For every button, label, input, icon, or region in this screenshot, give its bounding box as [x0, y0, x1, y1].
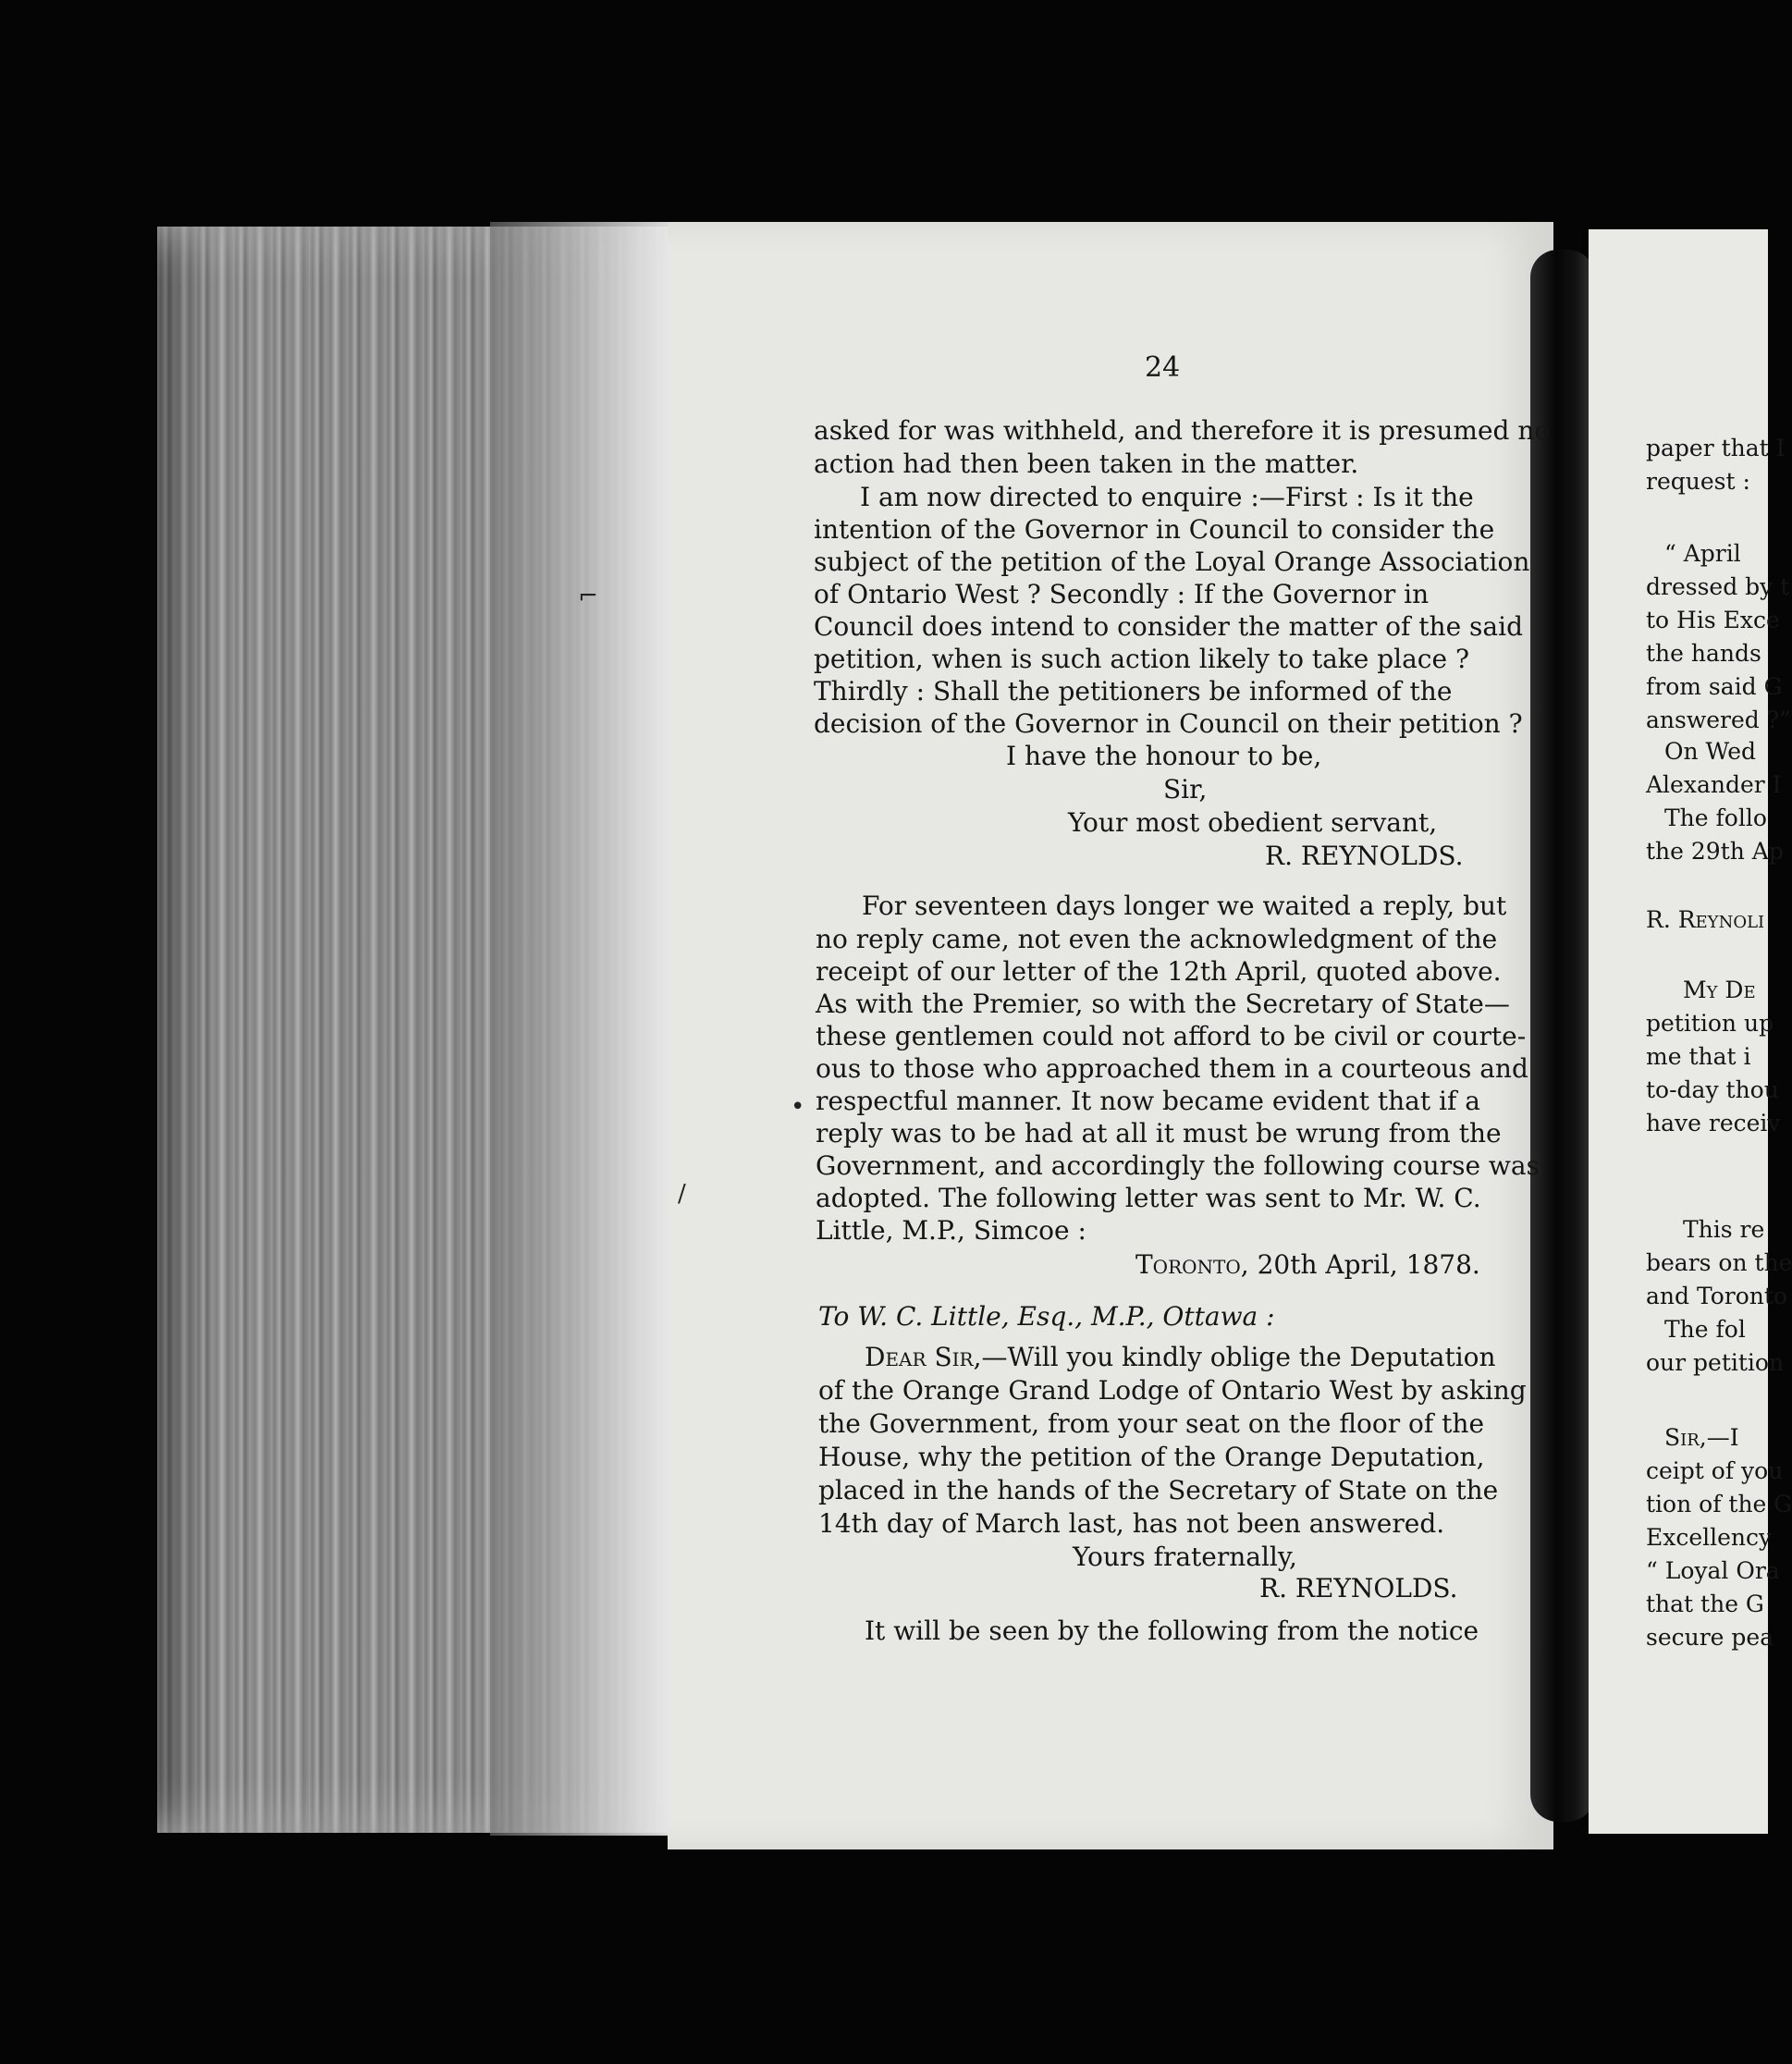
text-line: —Will you kindly oblige the Deputation: [981, 1342, 1496, 1372]
right-text-line: have receiv: [1646, 1110, 1781, 1136]
right-text-line: The fol: [1664, 1316, 1746, 1343]
right-text-line: The follo: [1664, 805, 1767, 831]
text-line: As with the Premier, so with the Secretary of State—: [816, 989, 1510, 1019]
right-text-line: bears on the: [1646, 1249, 1792, 1276]
right-text-line: R. Reynoli: [1646, 906, 1765, 933]
text-line: House, why the petition of the Orange Deputation,: [818, 1442, 1485, 1472]
text-line: receipt of our letter of the 12th April, quoted above.: [816, 956, 1502, 987]
text-line: of Ontario West ? Secondly : If the Governor in: [814, 579, 1430, 609]
right-text-line: tion of the G: [1646, 1491, 1792, 1517]
right-text-line: Excellency: [1646, 1524, 1773, 1551]
right-text-line: request :: [1646, 468, 1750, 495]
right-text-line: me that i: [1646, 1043, 1751, 1070]
margin-mark: /: [678, 1180, 686, 1208]
margin-dot: •: [791, 1093, 805, 1121]
text-line: adopted. The following letter was sent to Mr. W. C.: [816, 1183, 1481, 1213]
right-text-line: answered ?”: [1646, 706, 1791, 733]
text-line: Government, and accordingly the following course was: [816, 1150, 1540, 1181]
closing-honour: I have the honour to be,: [1006, 741, 1322, 771]
salutation: Dear Sir,: [865, 1342, 982, 1372]
right-text-line: ceipt of you: [1646, 1457, 1784, 1484]
page-number: 24: [1145, 351, 1181, 384]
text-line: respectful manner. It now became evident that if a: [816, 1086, 1480, 1116]
text-line: It will be seen by the following from the notice: [865, 1616, 1479, 1646]
right-text-line: petition up: [1646, 1010, 1774, 1037]
text-line: Thirdly : Shall the petitioners be informed of the: [814, 676, 1453, 706]
margin-mark: ⌐: [578, 583, 598, 610]
text-line: reply was to be had at all it must be wrung from the: [816, 1118, 1502, 1149]
text-line: placed in the hands of the Secretary of State on the: [818, 1475, 1499, 1505]
right-text-line: the hands: [1646, 640, 1761, 667]
book-gutter: [1530, 250, 1595, 1822]
text-line: For seventeen days longer we waited a reply, but: [862, 891, 1507, 921]
letter-opening: [865, 1341, 1496, 1374]
right-text-line: and Toronto: [1646, 1283, 1787, 1309]
text-line: the Government, from your seat on the floor of the: [818, 1408, 1485, 1439]
dateline-place: Toronto,: [1135, 1249, 1249, 1280]
right-text-line: the 29th Ap: [1646, 838, 1784, 865]
right-text-line: dressed by t: [1646, 573, 1790, 600]
dateline-date: 20th April, 1878.: [1257, 1249, 1480, 1280]
text-line: petition, when is such action likely to take place ?: [814, 644, 1469, 674]
text-line: asked for was withheld, and therefore it is presumed no: [814, 415, 1551, 446]
dateline: [1135, 1248, 1480, 1282]
right-text-line: Sir,—I: [1664, 1424, 1739, 1451]
text-line: decision of the Governor in Council on their petition ?: [814, 708, 1523, 739]
right-text-line: “ Loyal Ora: [1646, 1557, 1780, 1584]
text-line: no reply came, not even the acknowledgment of the: [816, 924, 1498, 954]
right-text-line: “ April: [1664, 540, 1741, 567]
signature: R. REYNOLDS.: [1259, 1573, 1458, 1603]
text-line: ous to those who approached them in a courteous and: [816, 1053, 1528, 1084]
text-line: 14th day of March last, has not been answered.: [818, 1508, 1445, 1539]
right-text-line: secure pea: [1646, 1624, 1774, 1651]
right-text-line: My De: [1683, 977, 1756, 1003]
text-line: of the Orange Grand Lodge of Ontario West by asking: [818, 1375, 1527, 1406]
text-line: I am now directed to enquire :—First : Is it the: [860, 482, 1474, 512]
right-text-line: our petition: [1646, 1349, 1785, 1376]
text-line: Little, M.P., Simcoe :: [816, 1215, 1086, 1246]
right-text-line: that the G: [1646, 1591, 1764, 1617]
right-text-line: This re: [1683, 1216, 1765, 1243]
text-line: Council does intend to consider the matter of the said: [814, 611, 1523, 642]
text-line: these gentlemen could not afford to be civil or courte-: [816, 1021, 1527, 1051]
letter-address: To W. C. Little, Esq., M.P., Ottawa :: [818, 1301, 1275, 1332]
right-text-line: to-day thou: [1646, 1076, 1779, 1103]
text-line: intention of the Governor in Council to consider the: [814, 514, 1495, 545]
closing-servant: Your most obedient servant,: [1068, 807, 1438, 838]
text-line: action had then been taken in the matter.: [814, 448, 1359, 479]
right-text-line: paper that I: [1646, 435, 1786, 461]
closing-fraternally: Yours fraternally,: [1073, 1542, 1297, 1572]
text-line: subject of the petition of the Loyal Orange Association: [814, 547, 1530, 577]
right-text-line: Alexander I: [1646, 771, 1782, 798]
signature: R. REYNOLDS.: [1265, 841, 1464, 871]
right-text-line: On Wed: [1664, 738, 1756, 765]
page-block-shading: [490, 222, 675, 1836]
right-text-line: to His Exce: [1646, 607, 1780, 633]
closing-sir: Sir,: [1163, 774, 1208, 805]
right-text-line: from said G: [1646, 673, 1783, 700]
